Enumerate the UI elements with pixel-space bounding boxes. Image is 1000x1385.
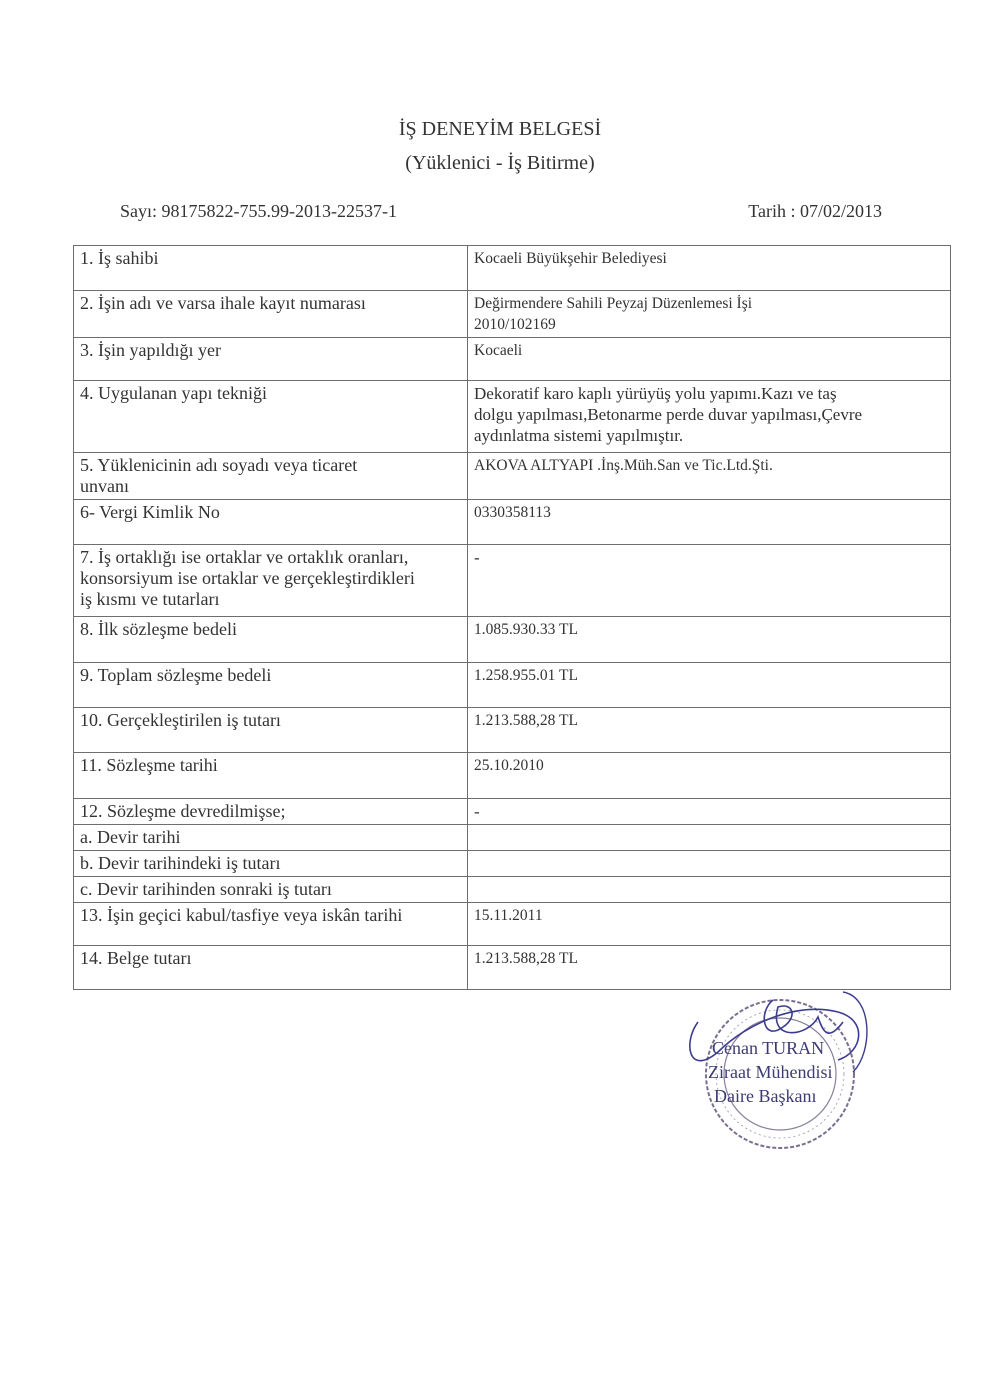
value-line: -: [474, 802, 480, 821]
value-line: Kocaeli Büyükşehir Belediyesi: [474, 250, 667, 267]
label-line: 3. İşin yapıldığı yer: [80, 340, 221, 360]
label-line: 5. Yüklenicinin adı soyadı veya ticaret: [80, 455, 358, 475]
row-value: [468, 291, 951, 338]
value-line: 1.258.955.01 TL: [474, 667, 578, 684]
document-date: Tarih : 07/02/2013: [748, 201, 882, 221]
value-line: -: [474, 548, 480, 567]
value-line: 1.085.930.33 TL: [474, 621, 578, 638]
label-line: konsorsiyum ise ortaklar ve gerçekleştirdikleri: [80, 568, 415, 588]
table-row: [74, 338, 951, 381]
row-value: [468, 903, 951, 946]
table-row: [74, 825, 951, 851]
value-line: 1.213.588,28 TL: [474, 712, 578, 729]
label-line: 4. Uygulanan yapı tekniği: [80, 383, 267, 403]
label-line: c. Devir tarihinden sonraki iş tutarı: [80, 879, 332, 899]
certificate-table: [73, 245, 951, 990]
table-row: [74, 291, 951, 338]
row-value: [468, 825, 951, 851]
value-line: Dekoratif karo kaplı yürüyüş yolu yapımı.Kazı ve taş: [474, 384, 837, 403]
label-line: 9. Toplam sözleşme bedeli: [80, 665, 272, 685]
signatory-department: Daire Başkanı: [714, 1086, 817, 1106]
label-line: 10. Gerçekleştirilen iş tutarı: [80, 710, 281, 730]
value-line: aydınlatma sistemi yapılmıştır.: [474, 426, 684, 445]
signature-stroke: [764, 1000, 843, 1033]
row-label: [74, 246, 468, 291]
signature-block: [678, 982, 878, 1162]
row-label: [74, 753, 468, 799]
row-value: [468, 246, 951, 291]
table-row: [74, 799, 951, 825]
table-row: [74, 877, 951, 903]
signature-stroke: [843, 992, 867, 1072]
value-line: 2010/102169: [474, 316, 556, 333]
row-value: [468, 381, 951, 453]
table-row: [74, 500, 951, 545]
table-row: [74, 753, 951, 799]
table-row: [74, 663, 951, 708]
table-row: [74, 453, 951, 500]
value-line: dolgu yapılması,Betonarme perde duvar yapılması,Çevre: [474, 405, 863, 424]
table-row: [74, 708, 951, 753]
row-label: [74, 799, 468, 825]
row-label: [74, 851, 468, 877]
table-row: [74, 545, 951, 617]
row-value: [468, 851, 951, 877]
value-line: 0330358113: [474, 504, 551, 521]
value-line: 25.10.2010: [474, 757, 544, 774]
row-value: [468, 500, 951, 545]
row-label: [74, 877, 468, 903]
table-row: [74, 903, 951, 946]
row-label: [74, 903, 468, 946]
label-line: 11. Sözleşme tarihi: [80, 755, 218, 775]
value-line: Kocaeli: [474, 342, 523, 359]
row-value: [468, 453, 951, 500]
label-line: 14. Belge tutarı: [80, 948, 192, 968]
table-row: [74, 617, 951, 663]
value-line: Değirmendere Sahili Peyzaj Düzenlemesi İşi: [474, 295, 753, 312]
row-label: [74, 500, 468, 545]
table-row: [74, 246, 951, 291]
row-label: [74, 825, 468, 851]
label-line: 6- Vergi Kimlik No: [80, 502, 220, 522]
row-label: [74, 453, 468, 500]
label-line: unvanı: [80, 476, 129, 496]
label-line: b. Devir tarihindeki iş tutarı: [80, 853, 281, 873]
label-line: 1. İş sahibi: [80, 248, 159, 268]
document-number: Sayı: 98175822-755.99-2013-22537-1: [120, 201, 397, 221]
label-line: 12. Sözleşme devredilmişse;: [80, 801, 286, 821]
row-value: [468, 877, 951, 903]
table-row: [74, 851, 951, 877]
row-label: [74, 545, 468, 617]
row-label: [74, 708, 468, 753]
row-value: [468, 338, 951, 381]
row-label: [74, 338, 468, 381]
label-line: iş kısmı ve tutarları: [80, 589, 220, 609]
table-row: [74, 381, 951, 453]
label-line: a. Devir tarihi: [80, 827, 181, 847]
value-line: 1.213.588,28 TL: [474, 950, 578, 967]
row-label: [74, 617, 468, 663]
label-line: 2. İşin adı ve varsa ihale kayıt numarası: [80, 293, 366, 313]
document-title: İŞ DENEYİM BELGESİ: [398, 118, 602, 140]
signatory-name: Cenan TURAN: [712, 1038, 825, 1058]
row-label: [74, 663, 468, 708]
row-label: [74, 381, 468, 453]
row-value: [468, 617, 951, 663]
document-subtitle: (Yüklenici - İş Bitirme): [405, 152, 595, 174]
value-line: AKOVA ALTYAPI .İnş.Müh.San ve Tic.Ltd.Şti.: [474, 457, 773, 474]
label-line: 13. İşin geçici kabul/tasfiye veya iskân tarihi: [80, 905, 403, 925]
row-value: [468, 545, 951, 617]
label-line: 7. İş ortaklığı ise ortaklar ve ortaklık oranları,: [80, 547, 409, 567]
row-value: [468, 708, 951, 753]
signatory-title: Ziraat Mühendisi: [708, 1062, 833, 1082]
row-label: [74, 291, 468, 338]
row-value: [468, 663, 951, 708]
value-line: 15.11.2011: [474, 907, 543, 924]
row-value: [468, 753, 951, 799]
label-line: 8. İlk sözleşme bedeli: [80, 619, 237, 639]
row-label: [74, 946, 468, 990]
row-value: [468, 799, 951, 825]
